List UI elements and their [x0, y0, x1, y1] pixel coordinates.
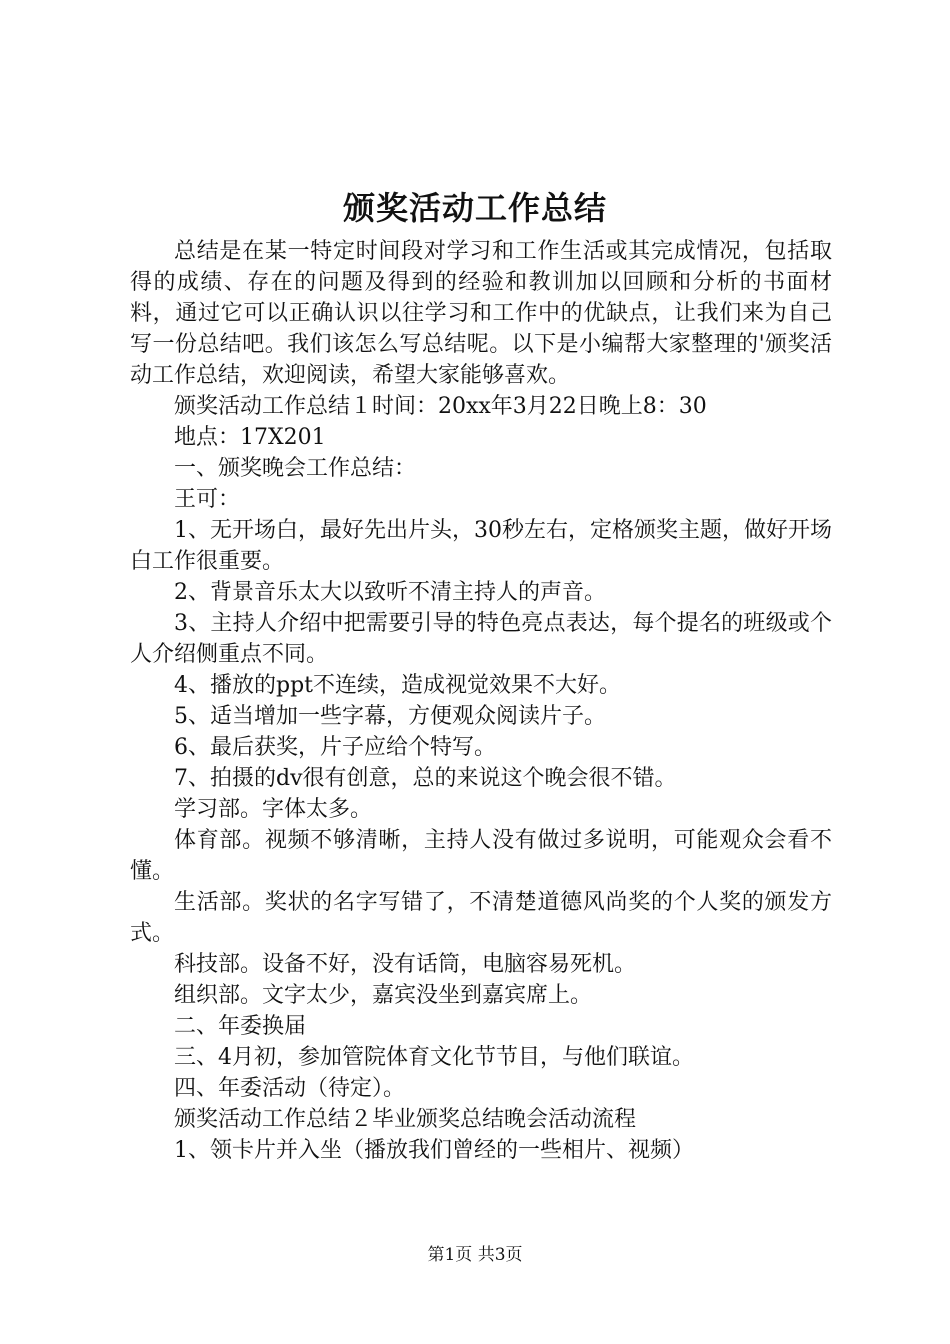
paragraph: 5、适当增加一些字幕，方便观众阅读片子。 — [174, 704, 606, 729]
paragraph: 学习部。字体太多。 — [174, 797, 373, 822]
paragraph: 组织部。文字太少，嘉宾没坐到嘉宾席上。 — [174, 983, 593, 1008]
paragraph: 三、4月初，参加管院体育文化节节目，与他们联谊。 — [174, 1045, 694, 1070]
paragraph: 二、年委换届 — [174, 1014, 307, 1039]
paragraph: 7、拍摄的dv很有创意，总的来说这个晚会很不错。 — [174, 766, 677, 791]
page-number-footer: 第1页 共3页 — [427, 1245, 523, 1265]
paragraph: 6、最后获奖，片子应给个特写。 — [174, 735, 496, 760]
paragraph: 4、播放的ppt不连续，造成视觉效果不大好。 — [174, 673, 622, 698]
paragraph: 王可： — [174, 487, 241, 512]
paragraph: 一、颁奖晚会工作总结： — [174, 456, 417, 481]
paragraph: 2、背景音乐太大以致听不清主持人的声音。 — [174, 580, 606, 605]
paragraph: 总结是在某一特定时间段对学习和工作生活或其完成情况，包括取得的成绩、存在的问题及得到的经验和教训加以回顾和分析的书面材料，通过它可以正确认识以往学习和工作中的优缺点，让我们来为自己写一份总结吧。我们该怎么写总结呢。以下是小编帮大家整理的'颁奖活动工作总结，欢迎阅读，希望大家能够喜欢。 — [130, 239, 832, 388]
paragraph: 四、年委活动（待定）。 — [174, 1076, 406, 1101]
paragraph: 1、领卡片并入坐（播放我们曾经的一些相片、视频） — [174, 1138, 694, 1163]
paragraph: 颁奖活动工作总结１时间：20xx年3月22日晚上8：30 — [174, 394, 707, 419]
paragraph: 科技部。设备不好，没有话筒，电脑容易死机。 — [174, 952, 637, 977]
paragraph: 体育部。视频不够清晰，主持人没有做过多说明，可能观众会看不懂。 — [130, 828, 832, 884]
paragraph: 颁奖活动工作总结２毕业颁奖总结晚会活动流程 — [174, 1107, 637, 1132]
document-body — [130, 236, 832, 1166]
document-title: 颁奖活动工作总结 — [342, 189, 607, 227]
paragraph: 3、主持人介绍中把需要引导的特色亮点表达，每个提名的班级或个人介绍侧重点不同。 — [130, 611, 832, 667]
paragraph: 1、无开场白，最好先出片头，30秒左右，定格颁奖主题，做好开场白工作很重要。 — [130, 518, 832, 574]
paragraph: 地点：17X201 — [174, 425, 326, 450]
paragraph: 生活部。奖状的名字写错了，不清楚道德风尚奖的个人奖的颁发方式。 — [130, 890, 832, 946]
